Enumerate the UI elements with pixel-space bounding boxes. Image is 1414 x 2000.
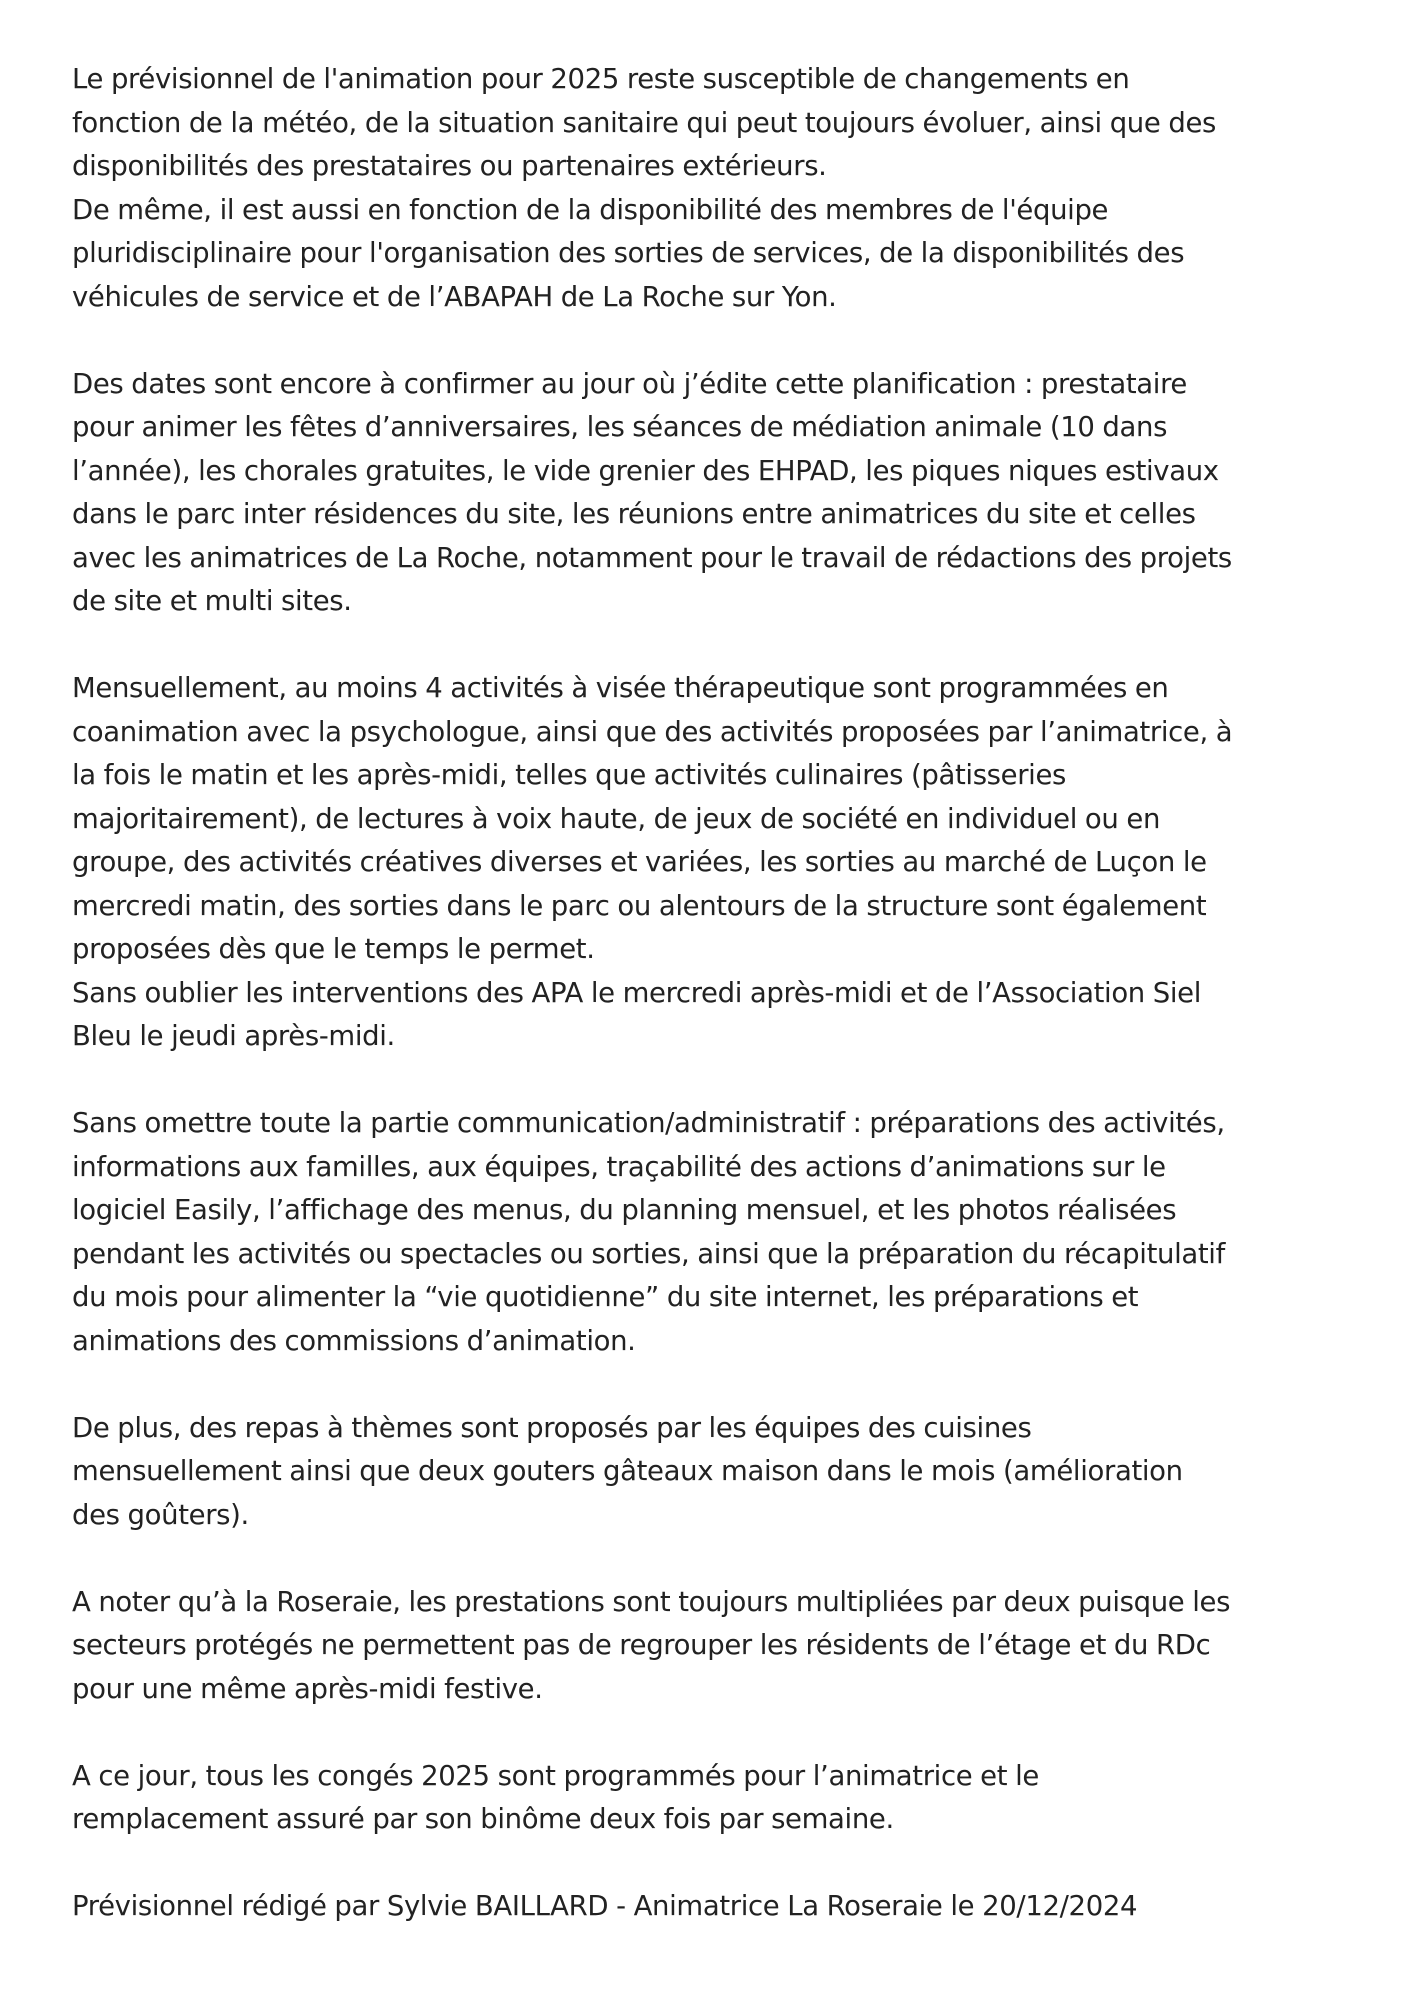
- text-line: véhicules de service et de l’ABAPAH de La Roche sur Yon.: [72, 280, 837, 313]
- text-line: de site et multi sites.: [72, 585, 352, 617]
- text-line: proposées dès que le temps le permet.: [72, 933, 595, 965]
- text-line: la fois le matin et les après-midi, telles que activités culinaires (pâtisseries: [72, 759, 1067, 791]
- text-line: A noter qu’à la Roseraie, les prestations sont toujours multipliées par deux puisque les: [72, 1585, 1231, 1618]
- text-line: avec les animatrices de La Roche, notamment pour le travail de rédactions des projets: [72, 541, 1232, 574]
- text-line: remplacement assuré par son binôme deux fois par semaine.: [72, 1803, 894, 1835]
- paragraph-communication-administratif: [72, 1102, 1362, 1363]
- text-line: mensuellement ainsi que deux gouters gâteaux maison dans le mois (amélioration: [72, 1455, 1183, 1487]
- text-line: dans le parc inter résidences du site, les réunions entre animatrices du site et celles: [72, 498, 1196, 530]
- text-line: Sans omettre toute la partie communication/administratif : préparations des activités,: [72, 1107, 1225, 1139]
- text-line: fonction de la météo, de la situation sanitaire qui peut toujours évoluer, ainsi que des: [72, 106, 1217, 139]
- text-line: majoritairement), de lectures à voix haute, de jeux de société en individuel ou en: [72, 802, 1161, 835]
- text-line: pluridisciplinaire pour l'organisation des sorties de services, de la disponibilités des: [72, 237, 1185, 269]
- text-line: Sans oublier les interventions des APA le mercredi après-midi et de l’Association Siel: [72, 976, 1202, 1009]
- text-line: informations aux familles, aux équipes, traçabilité des actions d’animations sur le: [72, 1150, 1166, 1183]
- paragraph-roseraie-prestations: [72, 1581, 1362, 1712]
- text-line: du mois pour alimenter la “vie quotidienne” du site internet, les préparations et: [72, 1281, 1139, 1313]
- text-line: pour une même après-midi festive.: [72, 1672, 543, 1705]
- paragraph-previsionnel-intro: [72, 58, 1362, 319]
- text-line: De plus, des repas à thèmes sont proposés par les équipes des cuisines: [72, 1411, 1032, 1444]
- text-line: Bleu le jeudi après-midi.: [72, 1020, 395, 1052]
- text-line: Prévisionnel rédigé par Sylvie BAILLARD - Animatrice La Roseraie le 20/12/2024: [72, 1890, 1138, 1922]
- text-line: animations des commissions d’animation.: [72, 1324, 636, 1357]
- text-line: pour animer les fêtes d’anniversaires, les séances de médiation animale (10 dans: [72, 411, 1168, 443]
- text-line: coanimation avec la psychologue, ainsi que des activités proposées par l’animatrice, à: [72, 715, 1233, 748]
- text-line: Mensuellement, au moins 4 activités à visée thérapeutique sont programmées en: [72, 672, 1169, 704]
- signature-line: [72, 1885, 1362, 1929]
- text-line: l’année), les chorales gratuites, le vide grenier des EHPAD, les piques niques estivaux: [72, 454, 1219, 487]
- text-line: mercredi matin, des sorties dans le parc ou alentours de la structure sont également: [72, 889, 1207, 922]
- text-line: logiciel Easily, l’affichage des menus, du planning mensuel, et les photos réalisées: [72, 1194, 1177, 1226]
- text-line: De même, il est aussi en fonction de la disponibilité des membres de l'équipe: [72, 193, 1109, 226]
- document-page: [72, 58, 1362, 1929]
- paragraph-conges: [72, 1755, 1362, 1842]
- text-line: A ce jour, tous les congés 2025 sont programmés pour l’animatrice et le: [72, 1759, 1039, 1792]
- paragraph-repas-a-themes: [72, 1407, 1362, 1538]
- text-line: disponibilités des prestataires ou partenaires extérieurs.: [72, 150, 827, 182]
- text-line: pendant les activités ou spectacles ou sorties, ainsi que la préparation du récapitulatif: [72, 1237, 1225, 1270]
- text-line: Le prévisionnel de l'animation pour 2025 reste susceptible de changements en: [72, 63, 1130, 95]
- text-line: des goûters).: [72, 1498, 249, 1531]
- paragraph-dates-a-confirmer: [72, 363, 1362, 624]
- paragraph-activites-mensuelles: [72, 667, 1362, 1059]
- text-line: secteurs protégés ne permettent pas de regrouper les résidents de l’étage et du RDc: [72, 1629, 1211, 1661]
- text-line: groupe, des activités créatives diverses et variées, les sorties au marché de Luçon le: [72, 846, 1207, 878]
- text-line: Des dates sont encore à confirmer au jour où j’édite cette planification : prestataire: [72, 367, 1188, 400]
